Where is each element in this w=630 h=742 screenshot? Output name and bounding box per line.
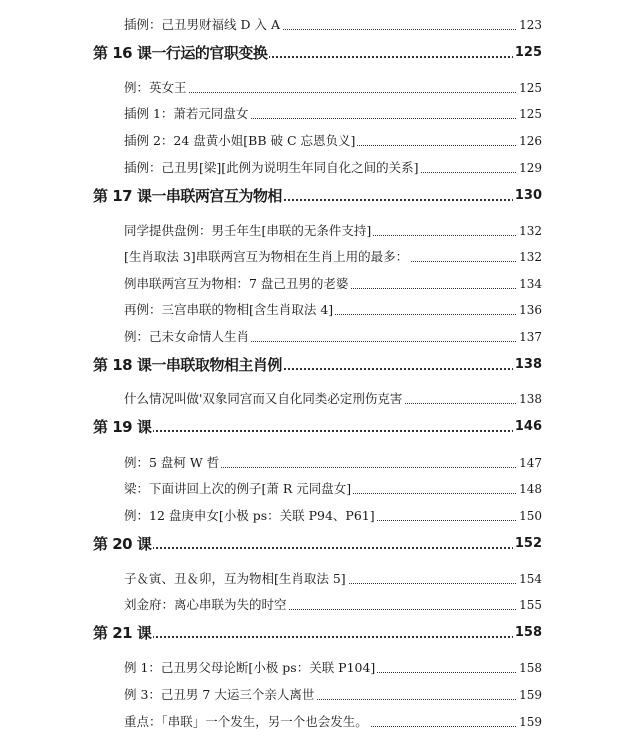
toc-entry — [0, 77, 630, 99]
toc-entry-title: 例 3：己丑男 7 大运三个亲人离世 — [124, 684, 316, 706]
toc-page-number: 125 — [513, 42, 542, 64]
toc-entry — [0, 246, 630, 268]
toc-page-number: 159 — [517, 711, 542, 733]
toc-page-number: 137 — [517, 326, 542, 348]
toc-entry-title: 第 18 课一串联取物相主肖例 — [93, 356, 282, 374]
toc-entry — [0, 273, 630, 295]
toc-entry-title: 刘金府：离心串联为失的时空 — [124, 594, 289, 616]
toc-lesson-heading — [0, 185, 630, 207]
toc-entry-title: 第 19 课 — [93, 418, 152, 436]
toc-page-number: 136 — [517, 299, 542, 321]
toc-entry — [0, 684, 630, 706]
toc-page-number: 154 — [517, 568, 542, 590]
toc-entry-title: 子＆寅、丑＆卯，互为物相[生肖取法 5] — [124, 568, 348, 590]
toc-entry-title: 第 21 课 — [93, 624, 152, 642]
toc-entry — [0, 594, 630, 616]
toc-entry-title: 第 16 课一行运的官职变换 — [93, 44, 268, 62]
toc-entry — [0, 220, 630, 242]
toc-page-number: 134 — [517, 273, 542, 295]
toc-page-number: 159 — [517, 684, 542, 706]
toc-page-number: 123 — [517, 14, 542, 36]
toc-entry — [0, 157, 630, 179]
toc-entry-title: 再例：三宫串联的物相[含生肖取法 4] — [124, 299, 335, 321]
toc-entry-title: 例：5 盘柯 W 哲 — [124, 452, 221, 474]
toc-entry — [0, 388, 630, 410]
toc-entry — [0, 452, 630, 474]
toc-page-number: 138 — [517, 388, 542, 410]
toc-page-number: 155 — [517, 594, 542, 616]
toc-page-number: 148 — [517, 478, 542, 500]
toc-entry-title: [生肖取法 3]串联两宫互为物相在生肖上用的最多： — [124, 246, 410, 268]
toc-page-number: 146 — [513, 416, 542, 438]
toc-entry — [0, 130, 630, 152]
toc-entry — [0, 103, 630, 125]
toc-page-number: 152 — [513, 533, 542, 555]
toc-entry-title: 例：12 盘庚申女[小极 ps：关联 P94、P61] — [124, 505, 377, 527]
toc-entry-title: 例：己未女命情人生肖 — [124, 326, 251, 348]
toc-entry-title: 例串联两宫互为物相：7 盘己丑男的老婆 — [124, 273, 350, 295]
toc-lesson-heading — [0, 533, 630, 555]
dot-leader — [93, 430, 542, 432]
toc-lesson-heading — [0, 416, 630, 438]
dot-leader — [93, 547, 542, 549]
toc-entry — [0, 299, 630, 321]
toc-entry-title: 例 1：己丑男父母论断[小极 ps：关联 P104] — [124, 657, 377, 679]
toc-page-number: 129 — [517, 157, 542, 179]
toc-entry — [0, 711, 630, 733]
toc-entry — [0, 505, 630, 527]
toc-entry-title: 梁：下面讲回上次的例子[萧 R 元同盘女] — [124, 478, 353, 500]
toc-entry-title: 插例：己丑男[梁][此例为说明生年同自化之间的关系] — [124, 157, 421, 179]
toc-entry-title: 重点：「串联」一个发生，另一个也会发生。 — [124, 711, 370, 733]
toc-entry-title: 第 17 课一串联两宫互为物相 — [93, 187, 282, 205]
dot-leader — [93, 636, 542, 638]
toc-page-number: 132 — [517, 220, 542, 242]
toc-page-number: 150 — [517, 505, 542, 527]
toc-page-number: 147 — [517, 452, 542, 474]
toc-entry — [0, 14, 630, 36]
toc-page-number: 158 — [513, 622, 542, 644]
toc-page-number: 138 — [513, 354, 542, 376]
toc-page-number: 126 — [517, 130, 542, 152]
toc-entry-title: 第 20 课 — [93, 535, 152, 553]
toc-entry — [0, 478, 630, 500]
toc-entry-title: 插例：己丑男财福线 D 入 A — [124, 14, 282, 36]
toc-page-number: 130 — [513, 185, 542, 207]
toc-entry-title: 例：英女王 — [124, 77, 189, 99]
toc-entry-title: 插例 2：24 盘黄小姐[BB 破 C 忘恩负义] — [124, 130, 357, 152]
toc-page-number: 158 — [517, 657, 542, 679]
toc-entry — [0, 657, 630, 679]
toc-page-number: 125 — [517, 77, 542, 99]
toc-entry-title: 插例 1：萧若元同盘女 — [124, 103, 250, 125]
toc-lesson-heading — [0, 354, 630, 376]
toc-entry — [0, 326, 630, 348]
toc-entry-title: 同学提供盘例：男壬年生[串联的无条件支持] — [124, 220, 373, 242]
toc-entry — [0, 568, 630, 590]
toc-lesson-heading — [0, 42, 630, 64]
toc-lesson-heading — [0, 622, 630, 644]
toc-page-number: 132 — [517, 246, 542, 268]
toc-page-number: 125 — [517, 103, 542, 125]
toc-entry-title: 什么情况叫做'双象同宫而又自化同类必定刑伤克害 — [124, 388, 404, 410]
